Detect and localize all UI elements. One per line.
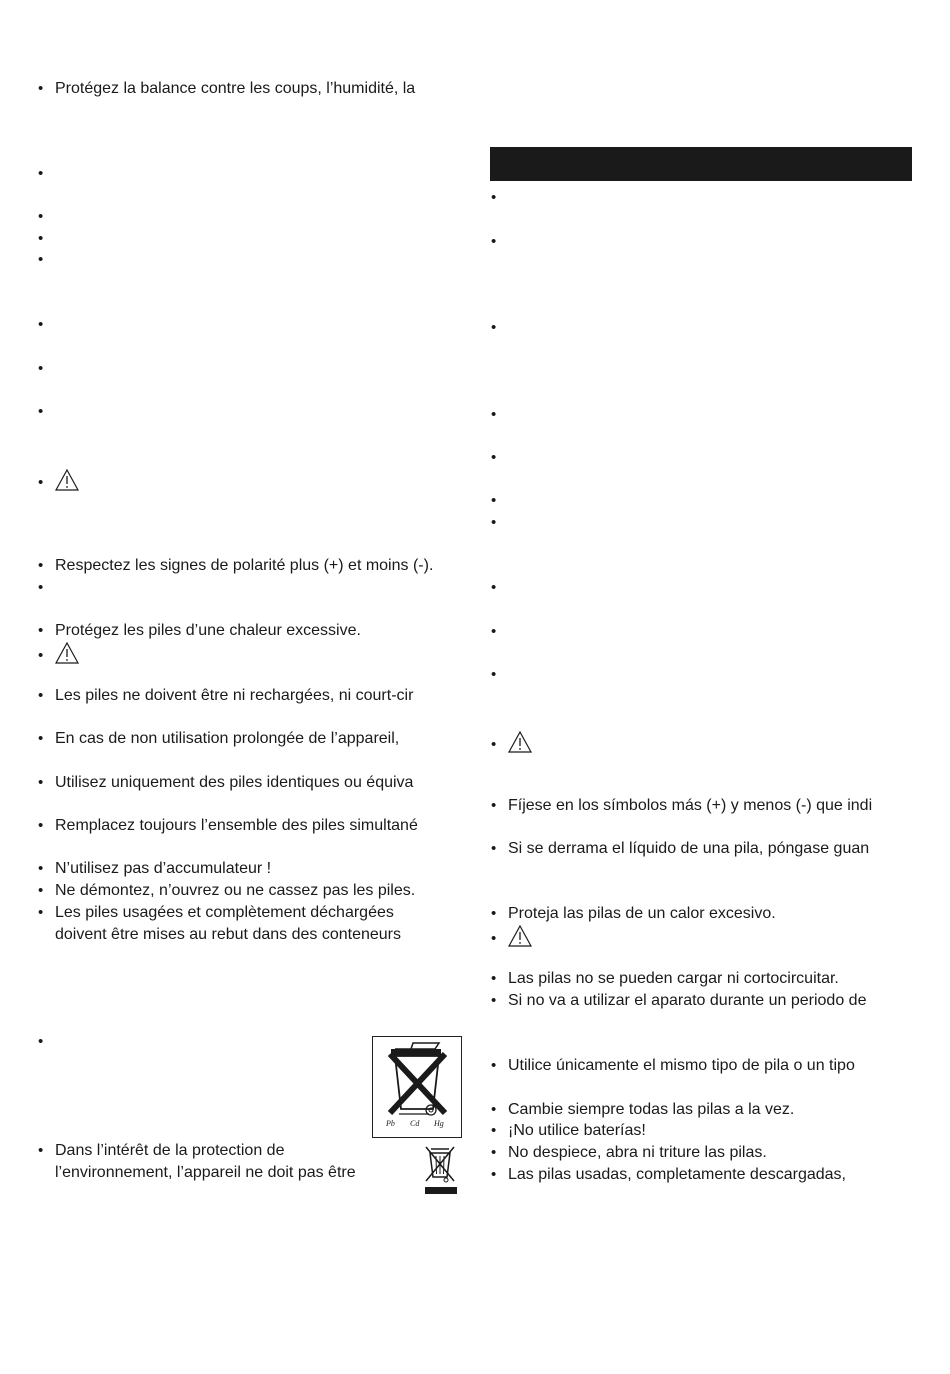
list-item: • Fíjese en los símbolos más (+) y menos (-) que indi <box>491 797 873 814</box>
list-item: • Si no va a utilizar el aparato durante un periodo de <box>491 992 867 1009</box>
list-item: • Utilisez uniquement des piles identiques ou équiva <box>38 774 414 791</box>
recycle-label-cd: Cd <box>410 1119 420 1128</box>
list-item: • <box>38 230 44 247</box>
list-item: • <box>491 492 497 509</box>
list-item: • Les piles ne doivent être ni rechargées, ni court-cir <box>38 687 414 704</box>
warning-triangle-icon <box>55 642 79 671</box>
list-item: • <box>38 316 44 333</box>
list-item: • <box>38 251 44 268</box>
list-item: • Remplacez toujours l’ensemble des piles simultané <box>38 817 418 834</box>
list-item: • Les piles usagées et complètement déchargées <box>38 904 394 921</box>
list-item: • <box>38 469 79 491</box>
list-item: • <box>491 925 532 947</box>
right-column <box>470 0 950 1374</box>
list-item: • <box>38 579 44 596</box>
list-item: • <box>491 319 497 336</box>
section-header-bar <box>490 147 912 181</box>
list-item: • <box>38 1033 44 1050</box>
recycle-label-pb: Pb <box>386 1119 395 1128</box>
list-item: • <box>491 666 497 683</box>
list-item: • Cambie siempre todas las pilas a la vez. <box>491 1101 795 1118</box>
list-item: • <box>38 165 44 182</box>
list-item: • <box>491 579 497 596</box>
list-item: • ¡No utilice baterías! <box>491 1122 646 1139</box>
warning-triangle-icon <box>55 469 79 498</box>
list-item: • <box>491 514 497 531</box>
list-item-continuation: l’environnement, l’appareil ne doit pas être <box>55 1164 356 1181</box>
list-item: • Las pilas usadas, completamente descargadas, <box>491 1166 846 1183</box>
list-item: • <box>491 189 497 206</box>
list-item: • <box>491 449 497 466</box>
list-item: • Ne démontez, n’ouvrez ou ne cassez pas les piles. <box>38 882 416 899</box>
list-item: • <box>38 403 44 420</box>
list-item: • <box>38 642 79 664</box>
list-item: • N’utilisez pas d’accumulateur ! <box>38 860 272 877</box>
list-item: • <box>38 360 44 377</box>
list-item: • Protégez les piles d’une chaleur excessive. <box>38 622 361 639</box>
list-item: • <box>491 623 497 640</box>
list-item: • <box>38 208 44 225</box>
list-item: • Utilice únicamente el mismo tipo de pila o un tipo <box>491 1057 855 1074</box>
list-item: • No despiece, abra ni triture las pilas. <box>491 1144 767 1161</box>
list-item-continuation: doivent être mises au rebut dans des conteneurs <box>55 926 401 943</box>
list-item: • <box>491 731 532 753</box>
list-item: • Proteja las pilas de un calor excesivo. <box>491 905 776 922</box>
list-item: • Respectez les signes de polarité plus (+) et moins (-). <box>38 557 434 574</box>
weee-crossed-bin-icon <box>421 1143 459 1195</box>
list-item: • Protégez la balance contre les coups, l’humidité, la <box>38 80 416 97</box>
list-item: • <box>491 406 497 423</box>
list-item: • En cas de non utilisation prolongée de l’appareil, <box>38 730 400 747</box>
warning-triangle-icon <box>508 925 532 954</box>
left-column <box>0 0 470 1374</box>
list-item: • Las pilas no se pueden cargar ni cortocircuitar. <box>491 970 839 987</box>
list-item: • <box>491 233 497 250</box>
crossed-bin-recycling-icon <box>372 1036 462 1138</box>
list-item: • Si se derrama el líquido de una pila, póngase guan <box>491 840 870 857</box>
list-item: • Dans l’intérêt de la protection de <box>38 1142 285 1159</box>
recycle-label-hg: Hg <box>434 1119 444 1128</box>
warning-triangle-icon <box>508 731 532 760</box>
